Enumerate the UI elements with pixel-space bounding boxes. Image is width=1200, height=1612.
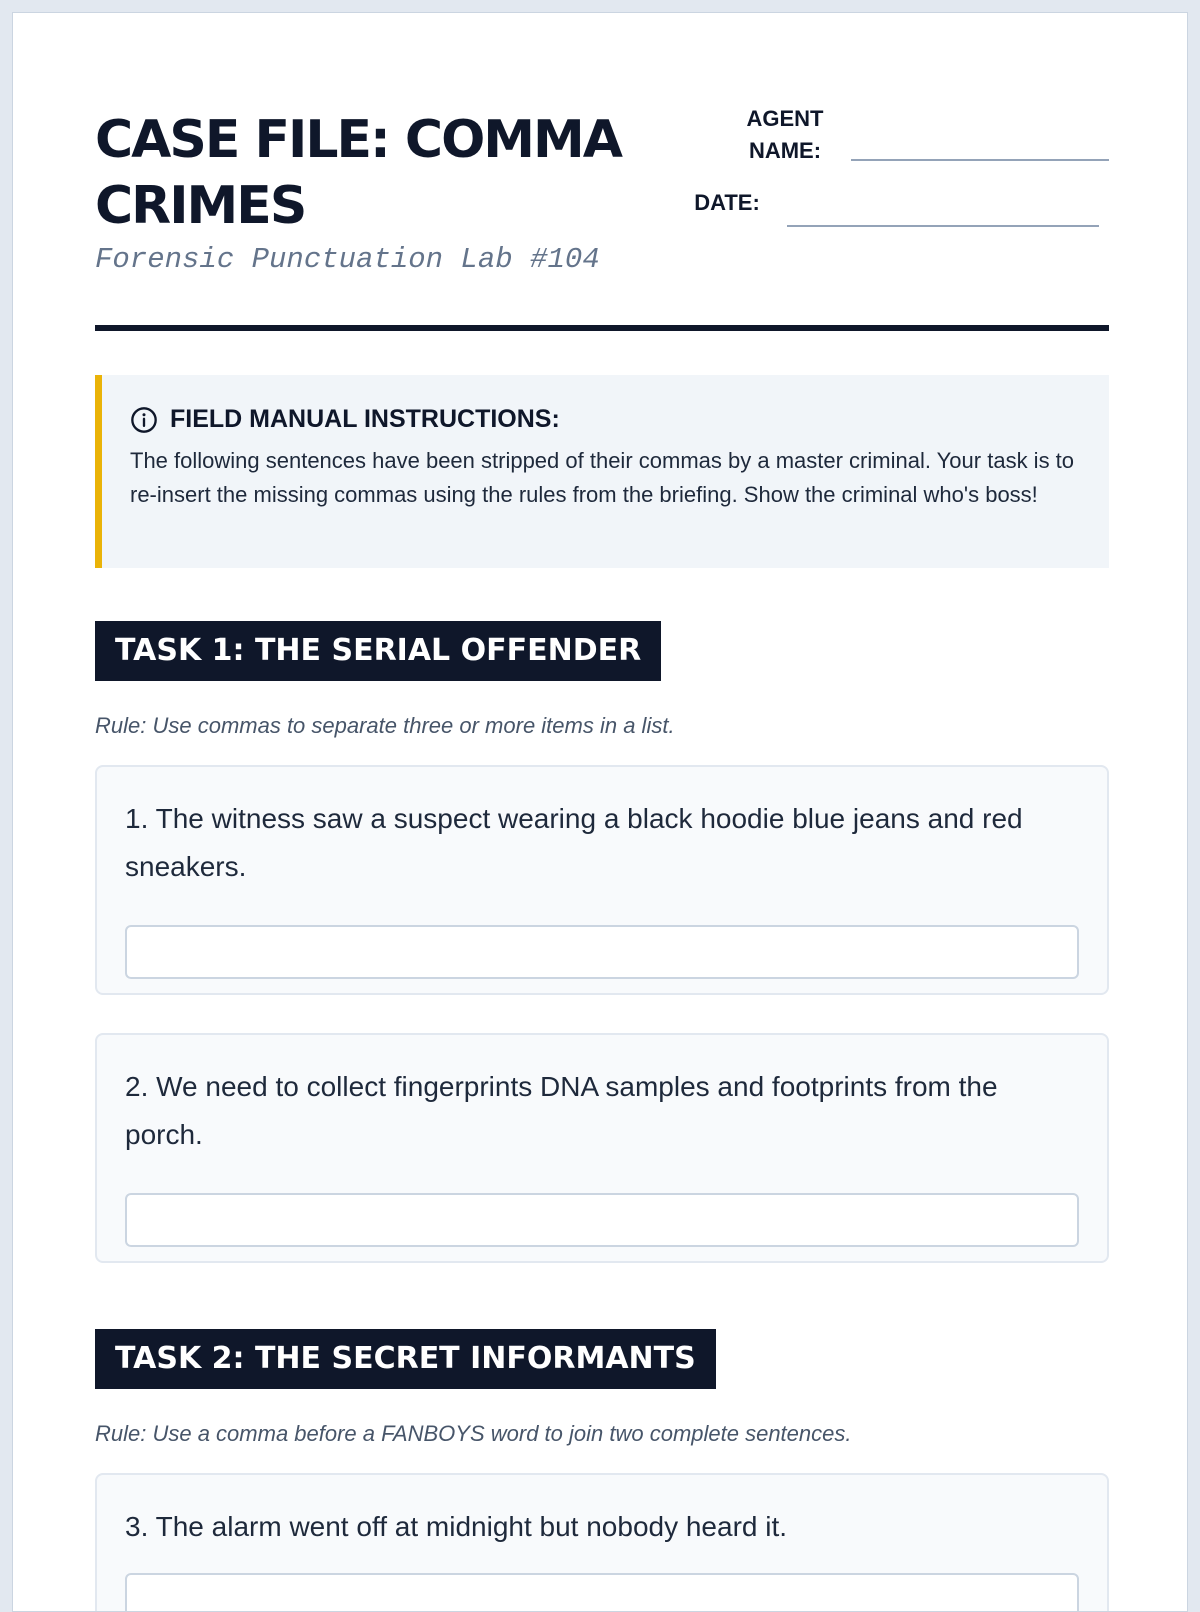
agent-label-line2: NAME:	[748, 138, 822, 163]
lab-subtitle: Forensic Punctuation Lab #104	[95, 243, 600, 276]
question-card-2	[95, 1033, 1109, 1263]
question-3-text: 3. The alarm went off at midnight but nobody heard it.	[125, 1511, 788, 1542]
answer-input-2[interactable]	[125, 1193, 1079, 1247]
date-field[interactable]	[787, 225, 1099, 227]
case-file-header	[95, 97, 1109, 331]
task-1-rule: Rule: Use commas to separate three or more items in a list.	[95, 713, 675, 738]
agent-name-label	[735, 103, 835, 167]
agent-name-field[interactable]	[851, 159, 1109, 161]
page-title: CASE FILE: COMMA CRIMES	[95, 110, 622, 236]
instructions-body: The following sentences have been stripped of their commas by a master criminal. Your task is to re-insert the missing commas using the rules from the briefing. Show the criminal who's boss!	[130, 448, 1075, 507]
agent-label-line1: AGENT	[746, 106, 824, 131]
instructions-heading: FIELD MANUAL INSTRUCTIONS:	[170, 405, 560, 433]
instructions-box	[95, 375, 1109, 568]
question-card-1	[95, 765, 1109, 995]
task-1-banner: TASK 1: THE SERIAL OFFENDER	[95, 621, 661, 681]
header-divider	[95, 325, 1109, 331]
question-card-3	[95, 1473, 1109, 1612]
answer-input-1[interactable]	[125, 925, 1079, 979]
question-2-text: 2. We need to collect fingerprints DNA samples and footprints from the porch.	[125, 1071, 998, 1150]
date-label: DATE:	[694, 190, 760, 215]
worksheet-page	[12, 12, 1188, 1612]
info-circle-icon	[130, 406, 158, 434]
instructions-heading-row	[130, 405, 1079, 434]
answer-input-3[interactable]	[125, 1573, 1079, 1612]
question-1-text: 1. The witness saw a suspect wearing a black hoodie blue jeans and red sneakers.	[125, 803, 1023, 882]
task-2-banner: TASK 2: THE SECRET INFORMANTS	[95, 1329, 716, 1389]
task-2-rule: Rule: Use a comma before a FANBOYS word to join two complete sentences.	[95, 1421, 852, 1446]
